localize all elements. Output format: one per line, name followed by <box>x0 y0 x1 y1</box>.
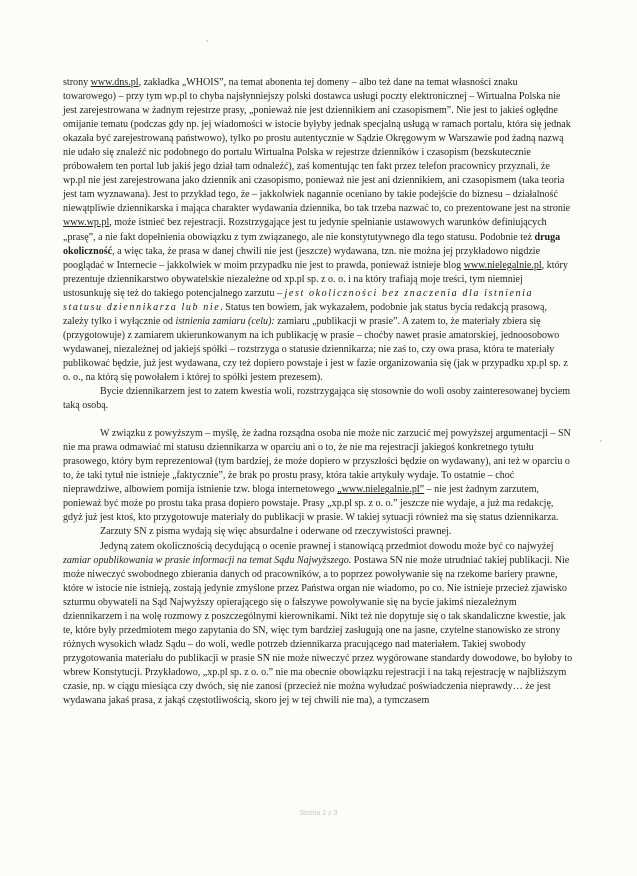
text-run: W związku z powyższym – myślę, że żadna rozsądna osoba nie może nic zarzucić mej powyższej argumentacji – SN nie ma prawa odmawiać mi statusu dziennikarza w oparciu ani o to, że nie ma rejestracji jakiegoś konkretnego tytułu prasowego, który bym reprezentował (tym bardziej, że może dopiero w przyszłości będzie on wydawany), ani też w oparciu o to, że taki tytuł nie istnieje „faktycznie”, że brak po prostu prasy, która takie artykuły wydaje. To ostatnie – choć nieprawdziwe, albowiem pomija istnienie tzw. bloga internetowego <box>63 428 574 496</box>
text-run: Postawa SN nie może utrudniać takiej publikacji. Nie może niweczyć swobodnego zbierania danych od pracowników, a to poprzez powoływanie się na rzekome bariery prawne, które w istocie nie istnieją, zostają jedynie zmyślone przez Państwa organ nie wiadomo, po co. Nie istnieje przecież zjawisko szturmu obywateli na Sąd Najwyższy opierającego się o fałszywe powoływanie się na bycie jakimś niezależnym dziennikarzem i na wolę rozmowy z poszczególnymi kierownikami. Nikt też nie dopytuje się o tak skandaliczne kwestie, jak te, które były przedmiotem mego zapytania do SN, więc tym bardziej zasługują one na jasne, czytelne stanowisko ze strony różnych wysokich władz Sądu – do woli, wedle potrzeb dziennikarza pracującego nad materiałem. Takiej swobody przygotowania materiału do publikacji w prasie SN nie może niweczyć przez wygórowane standardy dowodowe, bo byłoby to wbrew Konstytucji. Przykładowo, „xp.pl sp. z o. o.” nie ma obecnie obowiązku rejestracji i na taką rejestrację w najbliższym czasie, np. w ciągu miesiąca czy dwóch, się nie zanosi (przecież nie można wyłudzać poświadczenia nieprawdy… że jest wydawana jakaś prasa, z jakąś częstotliwością, skoro jej w tej chwili nie ma), a tymczasem <box>63 554 575 707</box>
paragraph-1 <box>63 76 573 385</box>
scan-speck <box>206 40 208 42</box>
text-run: Zarzuty SN z pisma wydają się więc absurdalne i oderwane od rzeczywistości prawnej. <box>100 526 452 538</box>
paragraph-2 <box>63 385 573 413</box>
text-run: – nie jest żadnym zarzutem, ponieważ być może po prostu taka prasa dopiero powstaje. Prasy „xp.pl sp. z o. o.” jeszcze nie wydaje, a już ma redakcję, gdyż już jest ktoś, kto przygotowuje materiały do publikacji w prasie. W takiej sytuacji również ma się status dziennikarza. <box>63 484 559 524</box>
paragraph-5 <box>63 540 573 709</box>
text-run: istnienia zamiaru (celu): <box>175 315 275 327</box>
page-footer: Strona 2 z 3 <box>299 810 338 817</box>
link-text[interactable]: www.dns.pl <box>90 77 139 88</box>
paragraph-3 <box>63 427 573 525</box>
text-run: druga okoliczność <box>63 231 563 257</box>
link-text[interactable]: „www.nielegalnie.pl” <box>337 484 425 496</box>
text-run: Jedyną zatem okolicznością decydującą o ocenie prawnej i stanowiącą przedmiot dowodu może być co najwyżej <box>100 540 557 552</box>
paragraph-4 <box>63 525 573 539</box>
text-run: strony <box>63 77 91 88</box>
document-body <box>63 76 573 708</box>
scan-speck <box>600 440 602 442</box>
text-run: , może istnieć bez rejestracji. Rozstrzygające jest tu jedynie spełnianie ustawowych warunków definiujących „prasę”, a nie fakt dopełnienia obowiązku z tym związanego, ale nie konstytutywnego dla tego statusu. Podobnie też <box>63 217 550 243</box>
link-text[interactable]: www.nielegalnie.pl <box>463 259 542 271</box>
text-run: zamiaru „publikacji w prasie”. A zatem to, że materiały zbiera się (przygotowuje) z zamiarem ukierunkowanym na ich publikację w prasie – choćby nawet prasie amatorskiej, jednoosobowo wydawanej, niezależnej od jakiejś spółki – rozstrzyga o statusie dziennikarza; nie zaś to, czy owa prasa, która te materiały publikować będzie, już jest wydawana, czy też dopiero powstaje i jest w fazie organizowania się (jak w przypadku xp.pl sp. z o. o., na którą się powołałem i której to spółki jestem prezesem). <box>63 315 571 383</box>
text-run: . Status ten bowiem, jak wykazałem, podobnie jak status bycia redakcją prasową, zależy tylko i wyłącznie od <box>63 301 550 327</box>
text-run: zamiar opublikowania w prasie informacji na temat Sądu Najwyższego. <box>63 554 352 566</box>
text-run: jest okoliczności bez znaczenia dla istnienia statusu dziennikarza lub nie <box>63 287 538 313</box>
text-run: Bycie dziennikarzem jest to zatem kwestia woli, rozstrzygająca się stosownie do woli osoby zainteresowanej byciem taką osobą. <box>63 386 573 412</box>
text-run: , zakładka „WHOIS”, na temat abonenta tej domeny – albo też dane na temat własności znaku towarowego) – przy tym wp.pl to chyba najsłynniejszy polski dostawca usługi poczty elektronicznej – Wirtualna Polska nie jest zarejestrowana w żadnym rejestrze prasy, „ponieważ nie jest dziennikiem ani czasopismem”. Nie jest to jakieś ogłędne omijanie tematu (podczas gdy np. jej wiadomości w istocie byłyby jednak specjalną usługą w ramach portalu, która się jednak okazała być zarejestrowaną państwowo), tylko po prostu autentycznie w Sądzie Okręgowym w Warszawie pod żadną nazwą nie udało się znaleźć nic podobnego do portalu Wirtualna Polska w rejestrze dzienników i czasopism (bezskutecznie próbowałem ten portal lub jakiś jego dział tam odnaleźć), zaś komentując ten fakt przez telefon pracownicy przyznali, że wp.pl nie jest zarejestrowana jako dziennik ani czasopismo, ponieważ nie jest ani dziennikiem, ani czasopismem (taka teoria jest tam wyznawana). Jest to przykład tego, że – jakkolwiek nagannie oceniano by takie podejście do biznesu – działalność niewątpliwie dziennikarska i mająca charakter wydawania dziennika, bo tak trzeba nazwać to, co prezentowane jest na stronie <box>63 77 574 215</box>
text-run: , który prezentuje dziennikarstwo obywatelskie niezależne od xp.pl sp. z o. o. i na który trafiają moje treści, tym niemniej ustosunkuję się też do takiego potencjalnego zarzutu – <box>63 259 571 299</box>
link-text[interactable]: www.wp.pl <box>63 217 110 229</box>
text-run: , a więc taka, że prasa w danej chwili nie jest (jeszcze) wydawana, tzn. nie można jej przykładowo nigdzie pooglądać w Internecie – jakkolwiek w moim przypadku nie jest to prawda, ponieważ istnieje blog <box>63 245 543 271</box>
